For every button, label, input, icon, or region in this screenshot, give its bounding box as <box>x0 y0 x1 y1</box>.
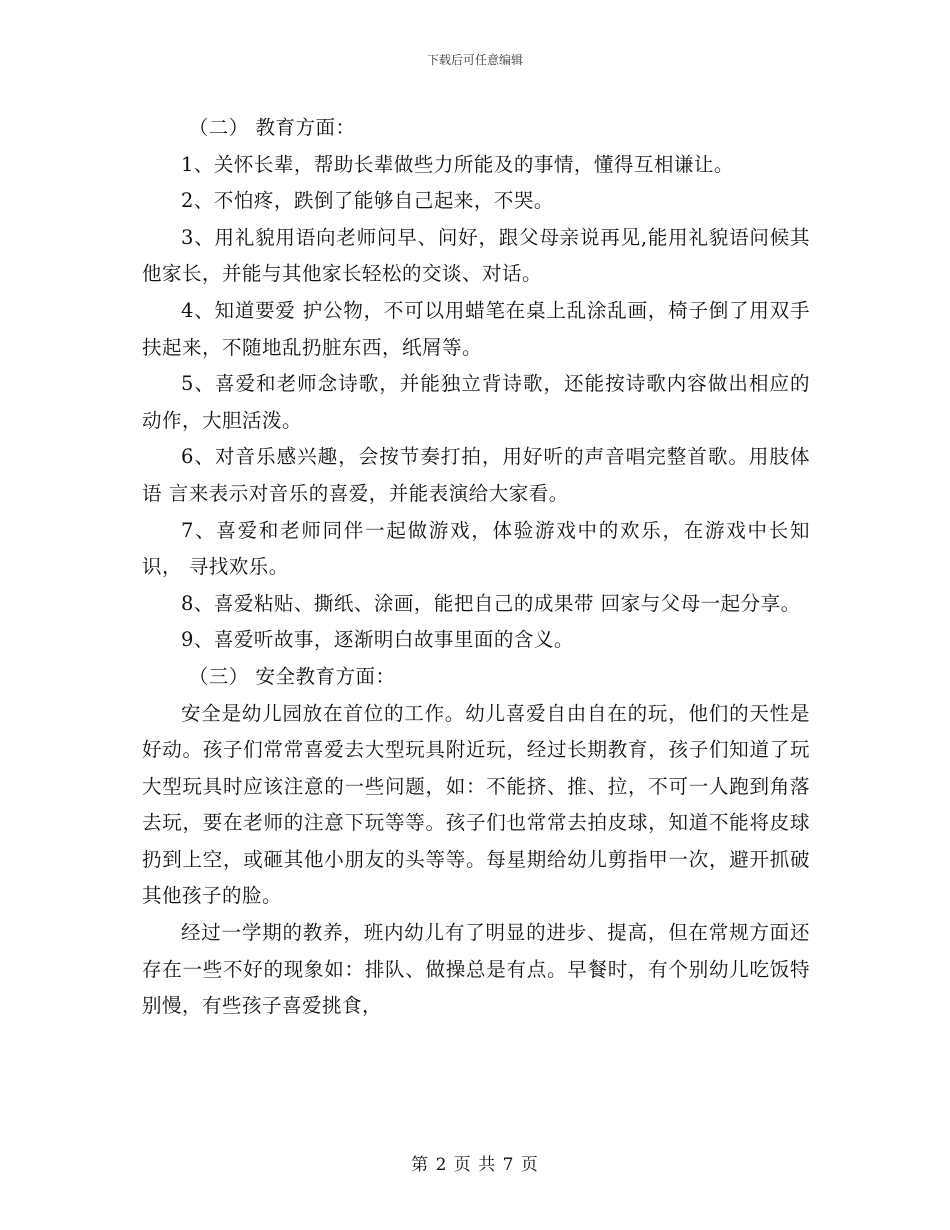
body-paragraph: 安全是幼儿园放在首位的工作。幼儿喜爱自由自在的玩，他们的天性是好动。孩子们常常喜爱去大型玩具附近玩，经过长期教育，孩子们知道了玩大型玩具时应该注意的一些问题，如：不能挤、推、拉，不可一人跑到角落去玩，要在老师的注意下玩等等。孩子们也常常去拍皮球，知道不能将皮球扔到上空，或砸其他小朋友的头等等。每星期给幼儿剪指甲一次，避开抓破其他孩子的脸。 <box>142 701 810 908</box>
document-body <box>142 110 810 1025</box>
list-item: 8、喜爱粘贴、撕纸、涂画，能把自己的成果带 回家与父母一起分享。 <box>181 591 801 615</box>
list-item: 9、喜爱听故事，逐渐明白故事里面的含义。 <box>181 628 574 652</box>
body-paragraph: 经过一学期的教养，班内幼儿有了明显的进步、提高，但在常规方面还存在一些不好的现象如：排队、做操总是有点。早餐时，有个别幼儿吃饭特别慢，有些孩子喜爱挑食， <box>142 921 810 1018</box>
list-item: 2、不怕疼，跌倒了能够自己起来，不哭。 <box>181 189 554 213</box>
section-heading-safety: （三） 安全教育方面： <box>188 664 396 688</box>
list-item: 5、喜爱和老师念诗歌，并能独立背诗歌，还能按诗歌内容做出相应的动作，大胆活泼。 <box>142 372 810 432</box>
list-item: 4、知道要爱 护公物，不可以用蜡笔在桌上乱涂乱画，椅子倒了用双手扶起来，不随地乱扔脏东西，纸屑等。 <box>142 298 810 359</box>
page-number-footer: 第 2 页 共 7 页 <box>411 1155 539 1175</box>
list-item: 7、喜爱和老师同伴一起做游戏，体验游戏中的欢乐，在游戏中长知识， 寻找欢乐。 <box>142 518 810 579</box>
page-header: 下载后可任意编辑 <box>426 53 523 67</box>
list-item: 6、对音乐感兴趣，会按节奏打拍，用好听的声音唱完整首歌。用肢体语 言来表示对音乐的喜爱，并能表演给大家看。 <box>142 445 810 505</box>
list-item: 1、关怀长辈，帮助长辈做些力所能及的事情，懂得互相谦让。 <box>181 152 734 176</box>
list-item: 3、用礼貌用语向老师问早、问好，跟父母亲说再见,能用礼貌语问候其他家长，并能与其他家长轻松的交谈、对话。 <box>142 225 810 286</box>
section-heading-education: （二） 教育方面： <box>188 116 356 139</box>
